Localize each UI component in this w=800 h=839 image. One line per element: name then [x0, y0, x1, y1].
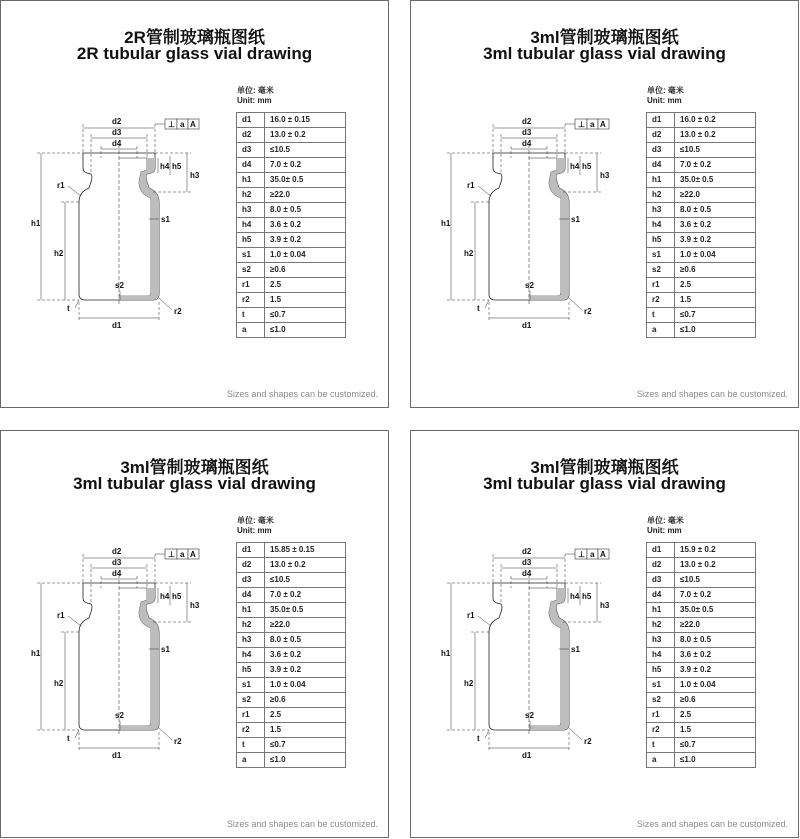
label-d4: d4 — [522, 139, 532, 148]
label-h1: h1 — [31, 649, 41, 658]
spec-row — [647, 203, 756, 218]
tol-datum-label: A — [190, 120, 196, 129]
spec-value: 13.0 ± 0.2 — [265, 558, 346, 573]
spec-key: d3 — [647, 143, 675, 158]
spec-row — [237, 693, 346, 708]
spec-key: s2 — [237, 263, 265, 278]
label-d3: d3 — [112, 128, 122, 137]
label-d4: d4 — [522, 569, 532, 578]
label-h2: h2 — [54, 249, 64, 258]
spec-key: t — [647, 738, 675, 753]
spec-row — [647, 753, 756, 768]
spec-row — [647, 293, 756, 308]
spec-value: 1.5 — [265, 293, 346, 308]
label-d4: d4 — [112, 569, 122, 578]
spec-value: ≤1.0 — [265, 323, 346, 338]
spec-row — [237, 588, 346, 603]
spec-key: a — [647, 323, 675, 338]
spec-key: r2 — [647, 293, 675, 308]
spec-value: 15.85 ± 0.15 — [265, 543, 346, 558]
spec-row — [647, 588, 756, 603]
spec-row — [647, 573, 756, 588]
label-h5: h5 — [582, 162, 592, 171]
spec-key: d3 — [237, 573, 265, 588]
label-d1: d1 — [522, 321, 532, 330]
label-r2: r2 — [174, 737, 182, 746]
label-h5: h5 — [582, 592, 592, 601]
label-d1: d1 — [522, 751, 532, 760]
label-t: t — [67, 304, 70, 313]
wall-section-fill — [119, 588, 159, 730]
label-h2: h2 — [54, 679, 64, 688]
label-h4: h4 — [160, 162, 170, 171]
wall-section-fill — [529, 158, 569, 300]
spec-row — [237, 293, 346, 308]
label-d4: d4 — [112, 139, 122, 148]
label-s2: s2 — [115, 711, 124, 720]
spec-value: 2.5 — [265, 708, 346, 723]
spec-row — [647, 738, 756, 753]
unit-label-en: Unit: mm — [237, 526, 272, 535]
spec-value: 15.9 ± 0.2 — [675, 543, 756, 558]
tol-datum-label: A — [600, 550, 606, 559]
panel-title-cn: 3ml管制玻璃瓶图纸 — [530, 28, 679, 47]
spec-value: 35.0± 0.5 — [675, 173, 756, 188]
vial-panel-3ml-c — [410, 430, 799, 838]
spec-table — [646, 542, 756, 768]
spec-value: 7.0 ± 0.2 — [675, 588, 756, 603]
unit-label-en: Unit: mm — [237, 96, 272, 105]
spec-value: ≤0.7 — [675, 738, 756, 753]
spec-value: ≤10.5 — [675, 573, 756, 588]
label-d1: d1 — [112, 751, 122, 760]
label-h4: h4 — [570, 162, 580, 171]
vial-technical-drawing — [429, 536, 634, 761]
spec-key: d2 — [647, 128, 675, 143]
unit-label-cn: 单位: 毫米 — [237, 86, 274, 95]
spec-value: 8.0 ± 0.5 — [675, 633, 756, 648]
spec-row — [237, 618, 346, 633]
panel-title-en: 3ml tubular glass vial drawing — [483, 474, 726, 493]
spec-key: d2 — [647, 558, 675, 573]
panel-title-cn: 3ml管制玻璃瓶图纸 — [120, 458, 269, 477]
unit-label-cn: 单位: 毫米 — [647, 516, 684, 525]
spec-value: 3.6 ± 0.2 — [265, 648, 346, 663]
panel-title-en: 3ml tubular glass vial drawing — [73, 474, 316, 493]
spec-value: ≤0.7 — [265, 308, 346, 323]
spec-key: d4 — [647, 158, 675, 173]
spec-row — [647, 218, 756, 233]
spec-row — [237, 308, 346, 323]
label-t: t — [477, 734, 480, 743]
spec-value: 2.5 — [265, 278, 346, 293]
spec-row — [647, 128, 756, 143]
label-d2: d2 — [522, 547, 532, 556]
unit-label-en: Unit: mm — [647, 526, 682, 535]
spec-key: h2 — [647, 618, 675, 633]
label-s2: s2 — [525, 281, 534, 290]
spec-key: d1 — [237, 113, 265, 128]
spec-key: h2 — [237, 618, 265, 633]
spec-key: r2 — [237, 723, 265, 738]
spec-key: h3 — [237, 633, 265, 648]
spec-row — [237, 558, 346, 573]
spec-value: 7.0 ± 0.2 — [265, 588, 346, 603]
panel-title-en: 3ml tubular glass vial drawing — [483, 44, 726, 63]
spec-value: ≥22.0 — [265, 188, 346, 203]
tol-perp-symbol: ⊥ — [578, 120, 585, 129]
spec-key: a — [237, 753, 265, 768]
spec-row — [647, 263, 756, 278]
spec-key: h1 — [647, 603, 675, 618]
spec-value: 16.0 ± 0.2 — [675, 113, 756, 128]
spec-row — [237, 128, 346, 143]
label-t: t — [67, 734, 70, 743]
panel-title-cn: 3ml管制玻璃瓶图纸 — [530, 458, 679, 477]
label-r2: r2 — [174, 307, 182, 316]
spec-value: 3.6 ± 0.2 — [675, 648, 756, 663]
spec-key: s1 — [647, 248, 675, 263]
spec-key: r1 — [237, 278, 265, 293]
spec-value: 13.0 ± 0.2 — [675, 128, 756, 143]
spec-row — [647, 723, 756, 738]
label-r1: r1 — [467, 181, 475, 190]
spec-key: s1 — [647, 678, 675, 693]
spec-value: 8.0 ± 0.5 — [675, 203, 756, 218]
spec-row — [237, 573, 346, 588]
spec-value: 3.6 ± 0.2 — [675, 218, 756, 233]
label-h3: h3 — [600, 601, 610, 610]
spec-value: ≤10.5 — [675, 143, 756, 158]
wall-section-fill — [529, 588, 569, 730]
spec-row — [237, 113, 346, 128]
spec-key: t — [237, 738, 265, 753]
label-s2: s2 — [115, 281, 124, 290]
spec-key: h2 — [647, 188, 675, 203]
spec-value: 8.0 ± 0.5 — [265, 203, 346, 218]
unit-label-cn: 单位: 毫米 — [237, 516, 274, 525]
spec-key: d4 — [237, 588, 265, 603]
spec-row — [647, 558, 756, 573]
tol-perp-symbol: ⊥ — [168, 120, 175, 129]
spec-table — [236, 112, 346, 338]
spec-row — [237, 173, 346, 188]
spec-key: s1 — [237, 678, 265, 693]
spec-key: h4 — [237, 218, 265, 233]
spec-value: 8.0 ± 0.5 — [265, 633, 346, 648]
spec-row — [237, 203, 346, 218]
spec-value: 1.0 ± 0.04 — [675, 678, 756, 693]
label-s1: s1 — [571, 645, 580, 654]
spec-key: h5 — [647, 663, 675, 678]
vial-panel-3ml-a — [410, 0, 799, 408]
spec-value: 35.0± 0.5 — [265, 603, 346, 618]
spec-value: ≥0.6 — [265, 693, 346, 708]
spec-value: 1.0 ± 0.04 — [675, 248, 756, 263]
spec-value: 3.9 ± 0.2 — [265, 663, 346, 678]
label-d2: d2 — [112, 117, 122, 126]
tol-datum-label: A — [190, 550, 196, 559]
spec-value: 1.0 ± 0.04 — [265, 678, 346, 693]
label-r2: r2 — [584, 307, 592, 316]
spec-value: ≤0.7 — [675, 308, 756, 323]
spec-row — [237, 543, 346, 558]
spec-key: d1 — [647, 543, 675, 558]
spec-key: h2 — [237, 188, 265, 203]
label-h3: h3 — [190, 601, 200, 610]
label-r1: r1 — [57, 181, 65, 190]
spec-row — [647, 648, 756, 663]
spec-key: d4 — [647, 588, 675, 603]
vial-technical-drawing — [429, 106, 634, 331]
spec-row — [647, 663, 756, 678]
spec-value: 1.5 — [675, 293, 756, 308]
spec-key: d2 — [237, 558, 265, 573]
vial-panel-2r — [0, 0, 389, 408]
spec-row — [237, 188, 346, 203]
spec-row — [237, 263, 346, 278]
label-h1: h1 — [441, 219, 451, 228]
spec-value: 3.9 ± 0.2 — [675, 663, 756, 678]
label-h5: h5 — [172, 162, 182, 171]
spec-row — [647, 543, 756, 558]
spec-value: ≤1.0 — [675, 323, 756, 338]
spec-value: ≤1.0 — [675, 753, 756, 768]
spec-row — [237, 723, 346, 738]
spec-row — [647, 633, 756, 648]
spec-row — [647, 308, 756, 323]
label-h4: h4 — [160, 592, 170, 601]
spec-value: 2.5 — [675, 708, 756, 723]
label-s1: s1 — [571, 215, 580, 224]
panel-title-en: 2R tubular glass vial drawing — [76, 44, 313, 63]
spec-key: t — [237, 308, 265, 323]
spec-key: h5 — [237, 663, 265, 678]
spec-key: d4 — [237, 158, 265, 173]
tol-a-label: a — [590, 550, 595, 559]
spec-key: r1 — [237, 708, 265, 723]
spec-row — [237, 648, 346, 663]
spec-row — [237, 278, 346, 293]
customization-note: Sizes and shapes can be customized. — [226, 389, 378, 399]
spec-row — [647, 678, 756, 693]
spec-key: h5 — [237, 233, 265, 248]
label-r1: r1 — [467, 611, 475, 620]
spec-value: 35.0± 0.5 — [265, 173, 346, 188]
spec-row — [647, 708, 756, 723]
spec-value: 3.9 ± 0.2 — [675, 233, 756, 248]
label-d3: d3 — [522, 558, 532, 567]
spec-key: r2 — [237, 293, 265, 308]
spec-key: a — [237, 323, 265, 338]
panel-title-cn: 2R管制玻璃瓶图纸 — [124, 28, 265, 47]
label-t: t — [477, 304, 480, 313]
spec-value: 7.0 ± 0.2 — [265, 158, 346, 173]
spec-table — [236, 542, 346, 768]
spec-row — [647, 603, 756, 618]
spec-key: d3 — [237, 143, 265, 158]
spec-row — [647, 693, 756, 708]
spec-key: h1 — [237, 603, 265, 618]
spec-key: d3 — [647, 573, 675, 588]
spec-key: r1 — [647, 708, 675, 723]
tol-a-label: a — [180, 120, 185, 129]
spec-value: ≥0.6 — [265, 263, 346, 278]
spec-row — [237, 678, 346, 693]
label-h3: h3 — [600, 171, 610, 180]
label-s1: s1 — [161, 215, 170, 224]
label-h1: h1 — [441, 649, 451, 658]
tol-a-label: a — [590, 120, 595, 129]
spec-value: 16.0 ± 0.15 — [265, 113, 346, 128]
label-d2: d2 — [522, 117, 532, 126]
label-d1: d1 — [112, 321, 122, 330]
spec-key: h3 — [647, 203, 675, 218]
spec-value: 3.9 ± 0.2 — [265, 233, 346, 248]
spec-row — [237, 603, 346, 618]
label-h2: h2 — [464, 679, 474, 688]
unit-label — [647, 86, 684, 106]
spec-value: ≥22.0 — [675, 188, 756, 203]
tol-perp-symbol: ⊥ — [168, 550, 175, 559]
spec-key: r2 — [647, 723, 675, 738]
label-s2: s2 — [525, 711, 534, 720]
spec-row — [237, 663, 346, 678]
spec-row — [237, 323, 346, 338]
label-h4: h4 — [570, 592, 580, 601]
label-h2: h2 — [464, 249, 474, 258]
unit-label-cn: 单位: 毫米 — [647, 86, 684, 95]
spec-value: ≤10.5 — [265, 573, 346, 588]
label-r2: r2 — [584, 737, 592, 746]
spec-key: h4 — [647, 648, 675, 663]
label-d3: d3 — [112, 558, 122, 567]
spec-row — [647, 618, 756, 633]
tol-perp-symbol: ⊥ — [578, 550, 585, 559]
tol-datum-label: A — [600, 120, 606, 129]
spec-key: d2 — [237, 128, 265, 143]
spec-row — [647, 248, 756, 263]
spec-key: h4 — [237, 648, 265, 663]
customization-note: Sizes and shapes can be customized. — [226, 819, 378, 829]
spec-row — [647, 233, 756, 248]
spec-row — [647, 188, 756, 203]
spec-key: s2 — [647, 263, 675, 278]
spec-key: s2 — [647, 693, 675, 708]
spec-key: h3 — [647, 633, 675, 648]
spec-value: 1.5 — [265, 723, 346, 738]
spec-key: h1 — [647, 173, 675, 188]
spec-key: d1 — [647, 113, 675, 128]
spec-row — [237, 143, 346, 158]
spec-key: a — [647, 753, 675, 768]
spec-table — [646, 112, 756, 338]
spec-row — [237, 158, 346, 173]
spec-key: h1 — [237, 173, 265, 188]
spec-value: ≥22.0 — [265, 618, 346, 633]
spec-key: h4 — [647, 218, 675, 233]
spec-row — [647, 173, 756, 188]
spec-row — [237, 218, 346, 233]
spec-value: 13.0 ± 0.2 — [675, 558, 756, 573]
spec-key: s1 — [237, 248, 265, 263]
label-s1: s1 — [161, 645, 170, 654]
spec-row — [237, 248, 346, 263]
spec-row — [237, 233, 346, 248]
spec-value: ≤1.0 — [265, 753, 346, 768]
spec-value: ≥0.6 — [675, 263, 756, 278]
spec-value: 3.6 ± 0.2 — [265, 218, 346, 233]
spec-row — [237, 633, 346, 648]
spec-value: 2.5 — [675, 278, 756, 293]
spec-key: s2 — [237, 693, 265, 708]
spec-row — [647, 323, 756, 338]
tol-a-label: a — [180, 550, 185, 559]
spec-row — [237, 753, 346, 768]
label-d3: d3 — [522, 128, 532, 137]
spec-row — [647, 143, 756, 158]
spec-value: 1.5 — [675, 723, 756, 738]
spec-key: h5 — [647, 233, 675, 248]
unit-label — [237, 86, 274, 106]
wall-section-fill — [119, 158, 159, 300]
spec-value: ≥0.6 — [675, 693, 756, 708]
spec-value: 7.0 ± 0.2 — [675, 158, 756, 173]
vial-panel-3ml-b — [0, 430, 389, 838]
spec-row — [647, 113, 756, 128]
unit-label — [237, 516, 274, 536]
spec-value: ≤0.7 — [265, 738, 346, 753]
spec-value: 1.0 ± 0.04 — [265, 248, 346, 263]
spec-key: r1 — [647, 278, 675, 293]
spec-value: 35.0± 0.5 — [675, 603, 756, 618]
label-r1: r1 — [57, 611, 65, 620]
label-h5: h5 — [172, 592, 182, 601]
customization-note: Sizes and shapes can be customized. — [636, 819, 788, 829]
unit-label-en: Unit: mm — [647, 96, 682, 105]
spec-value: 13.0 ± 0.2 — [265, 128, 346, 143]
unit-label — [647, 516, 684, 536]
spec-key: d1 — [237, 543, 265, 558]
spec-value: ≤10.5 — [265, 143, 346, 158]
label-h1: h1 — [31, 219, 41, 228]
spec-row — [237, 738, 346, 753]
spec-value: ≥22.0 — [675, 618, 756, 633]
customization-note: Sizes and shapes can be customized. — [636, 389, 788, 399]
label-d2: d2 — [112, 547, 122, 556]
spec-key: h3 — [237, 203, 265, 218]
vial-technical-drawing — [19, 106, 224, 331]
spec-row — [647, 158, 756, 173]
vial-technical-drawing — [19, 536, 224, 761]
spec-row — [647, 278, 756, 293]
label-h3: h3 — [190, 171, 200, 180]
spec-row — [237, 708, 346, 723]
spec-key: t — [647, 308, 675, 323]
